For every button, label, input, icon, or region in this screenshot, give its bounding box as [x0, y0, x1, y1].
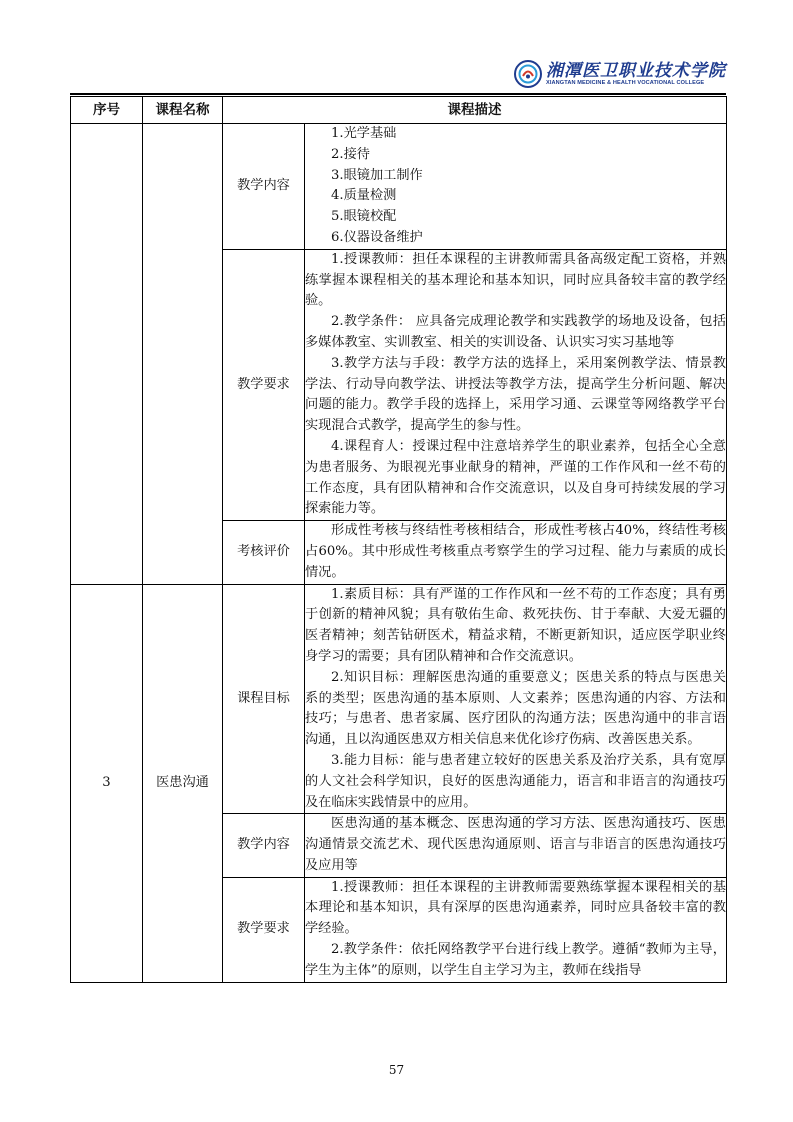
teaching-requirements-text: [305, 877, 727, 982]
page-number: 57: [388, 1063, 405, 1077]
paragraph: 3.教学方法与手段：教学方法的选择上，采用案例教学法、情景教学法、行动导向教学法、讲授法等教学方法，提高学生分析问题、解决问题的能力。教学手段的选择上，采用学习通、云课堂等网络教学平台实现混合式教学，提高学生的参与性。: [305, 355, 726, 434]
list-item: 4.质量检测: [331, 188, 397, 204]
curriculum-table: [70, 96, 727, 983]
paragraph: 3.能力目标：能与患者建立较好的医患关系及治疗关系，具有宽厚的人文社会科学知识，良好的医患沟通能力，语言和非语言的沟通技巧及在临床实践情景中的应用。: [305, 752, 726, 810]
header-divider: [70, 93, 726, 95]
paragraph: 4.课程育人：授课过程中注意培养学生的职业素养，包括全心全意为患者服务、为眼视光事业献身的精神，严谨的工作作风和一丝不苟的工作态度，具有团队精神和合作交流意识，以及自身可持续发展的学习探索能力等。: [305, 438, 726, 517]
col-header-no: 序号: [71, 97, 143, 124]
label-teaching-requirements: 教学要求: [223, 249, 305, 520]
school-name-cn: 湘潭医卫职业技术学院: [546, 60, 726, 81]
list-item: 2.接待: [331, 146, 370, 162]
paragraph: 1.授课教师：担任本课程的主讲教师需具备高级定配工资格，并熟练掌握本课程相关的基本理论和基本知识，同时应具备较丰富的教学经验。: [305, 251, 726, 309]
teaching-content-text: [305, 814, 727, 877]
paragraph: 1.素质目标：具有严谨的工作作风和一丝不苟的工作态度；具有勇于创新的精神风貌；具有敬佑生命、救死扶伤、甘于奉献、大爱无疆的医者精神；刻苦钻研医术，精益求精，不断更新知识，适应医学职业终身学习的需要；具有团队精神和合作交流意识。: [305, 586, 726, 664]
paragraph: 形成性考核与终结性考核相结合，形成性考核占40%，终结性考核占60%。其中形成性考核重点考察学生的学习过程、能力与素质的成长情况。: [305, 523, 726, 580]
table-header-row: [71, 97, 727, 124]
paragraph: 2.教学条件：依托网络教学平台进行线上教学。遵循“教师为主导，学生为主体”的原则，以学生自主学习为主，教师在线指导: [305, 942, 726, 978]
label-assessment: 考核评价: [223, 521, 305, 584]
course-goals-text: [305, 584, 727, 814]
cell-course-no: 3: [71, 584, 143, 982]
school-emblem-icon: [514, 60, 542, 88]
label-teaching-requirements: 教学要求: [223, 877, 305, 982]
col-header-description: 课程描述: [223, 97, 727, 124]
label-teaching-content: 教学内容: [223, 814, 305, 877]
paragraph: 2.知识目标：理解医患沟通的重要意义；医患关系的特点与医患关系的类型；医患沟通的基本原则、人文素养；医患沟通的内容、方法和技巧；与患者、患者家属、医疗团队的沟通方法；医患沟通中的非言语沟通，且以沟通医患双方相关信息来优化诊疗伤病、改善医患关系。: [305, 669, 726, 748]
paragraph: 医患沟通的基本概念、医患沟通的学习方法、医患沟通技巧、医患沟通情景交流艺术、现代医患沟通原则、语言与非语言的医患沟通技巧及应用等: [305, 816, 726, 873]
cell-course-no-continued: [71, 124, 143, 585]
table-row: [71, 584, 727, 814]
label-course-goals: 课程目标: [223, 584, 305, 814]
label-teaching-content: 教学内容: [223, 124, 305, 250]
col-header-course-name: 课程名称: [143, 97, 223, 124]
paragraph: 2.教学条件： 应具备完成理论教学和实践教学的场地及设备，包括多媒体教室、实训教室、相关的实训设备、认识实习实习基地等: [305, 314, 726, 350]
teaching-content-list: [305, 124, 727, 250]
teaching-requirements-text: [305, 249, 727, 520]
cell-course-name-continued: [143, 124, 223, 585]
table-row: [71, 124, 727, 250]
list-item: 1.光学基础: [331, 126, 397, 141]
paragraph: 1.授课教师：担任本课程的主讲教师需要熟练掌握本课程相关的基本理论和基本知识，具有深厚的医患沟通素养，同时应具备较丰富的教学经验。: [305, 879, 726, 937]
list-item: 3.眼镜加工制作: [331, 167, 423, 183]
cell-course-name: 医患沟通: [143, 584, 223, 982]
assessment-text: [305, 521, 727, 584]
list-item: 6.仪器设备维护: [331, 229, 423, 245]
school-name-en: XIANGTAN MEDICINE & HEALTH VOCATIONAL COLLEGE: [546, 79, 705, 86]
school-logo: [514, 60, 726, 88]
list-item: 5.眼镜校配: [331, 209, 397, 225]
page-header: [70, 0, 726, 96]
